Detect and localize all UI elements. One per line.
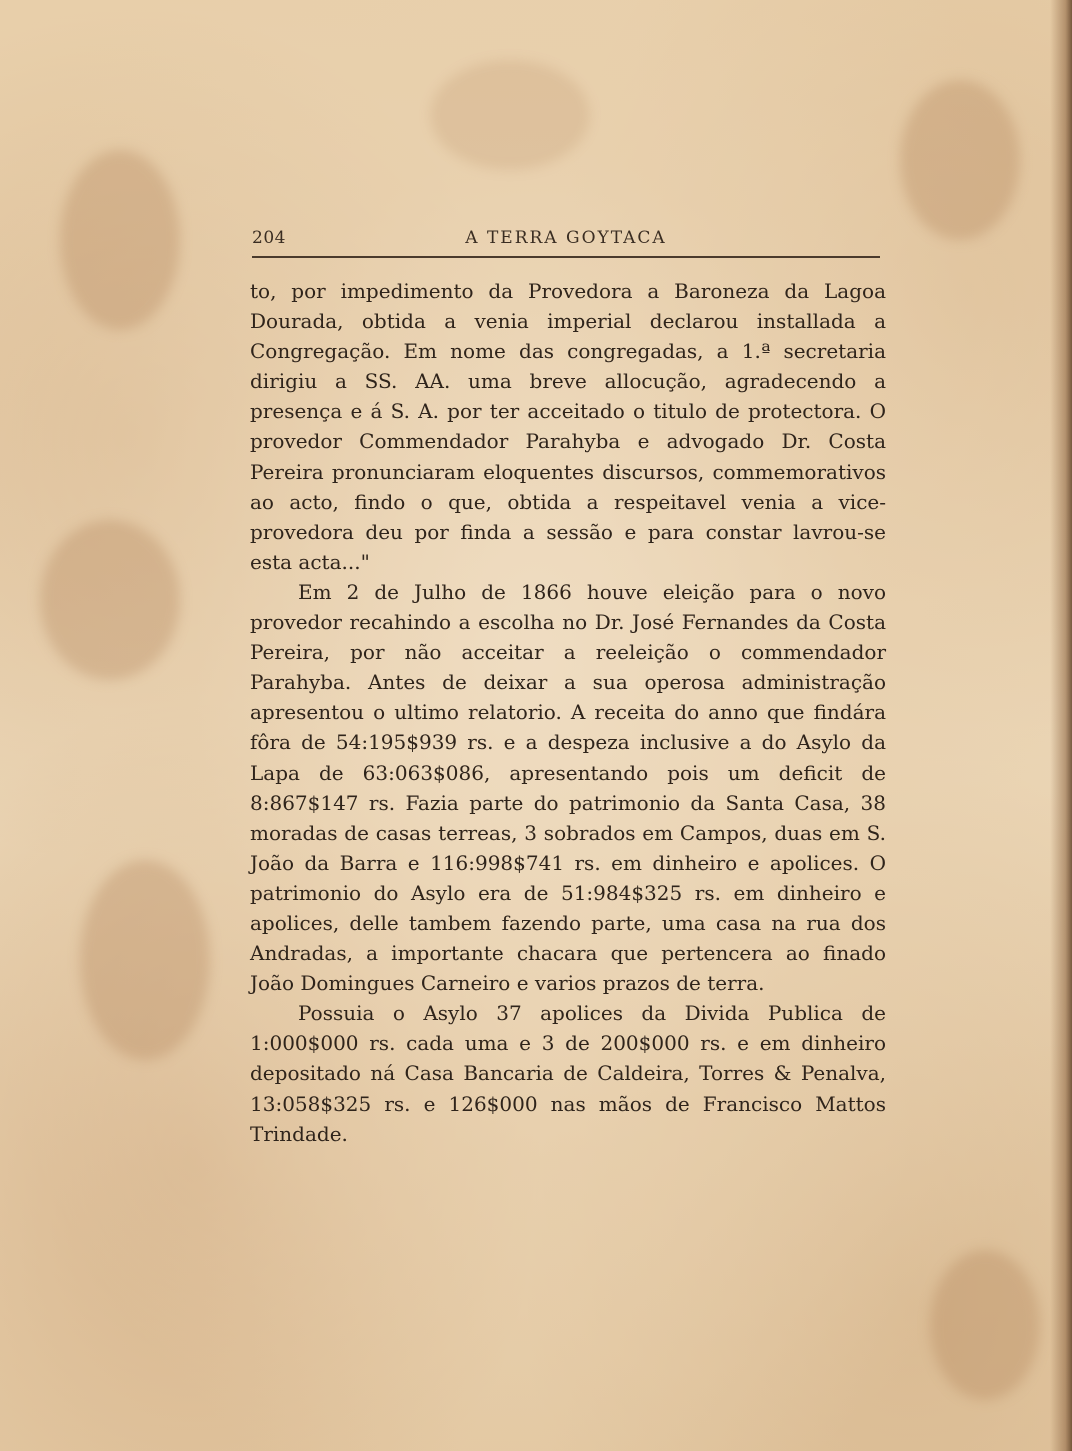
paragraph: Em 2 de Julho de 1866 houve eleição para o novo provedor recahindo a escolha no Dr. José Fernandes da Costa Pereira, por não acceitar a reeleição o commendador Parahyba. Antes de deixar a sua operosa administração apresentou o ultimo relatorio. A receita do anno que findára fôra de 54:195$939 rs. e a despeza inclusive a do Asylo da Lapa de 63:063$086, apresentando pois um deficit de 8:867$147 rs. Fazia parte do patrimonio da Santa Casa, 38 moradas de casas terreas, 3 sobrados em Campos, duas em S. João da Barra e 116:998$741 rs. em dinheiro e apolices. O patrimonio do Asylo era de 51:984$325 rs. em dinheiro e apolices, delle tambem fazendo parte, uma casa na rua dos Andradas, a importante chacara que pertencera ao finado João Domingues Carneiro e varios prazos de terra. xyxy=(250,579,886,996)
paragraph: Possuia o Asylo 37 apolices da Divida Publica de 1:000$000 rs. cada uma e 3 de 200$000 rs. e em dinheiro depositado ná Casa Bancaria de Caldeira, Torres & Penalva, 13:058$325 rs. e 126$000 nas mãos de Francisco Mattos Trindade. xyxy=(250,1001,886,1146)
age-stain xyxy=(40,520,180,680)
paragraph: to, por impedimento da Provedora a Baroneza da Lagoa Dourada, obtida a venia imperial declarou installada a Congregação. Em nome das congregadas, a 1.ª secretaria dirigiu a SS. AA. uma breve allocução, agradecendo a presença e á S. A. por ter acceitado o titulo de protectora. O provedor Commendador Parahyba e advogado Dr. Costa Pereira pronunciaram eloquentes discursos, commemorativos ao acto, findo o que, obtida a respeitavel venia a vice-provedora deu por finda a sessão e para constar lavrou-se esta acta..." xyxy=(250,279,886,574)
age-stain xyxy=(900,80,1020,240)
running-title: A TERRA GOYTACA xyxy=(465,228,667,248)
age-stain xyxy=(60,150,180,330)
body-text xyxy=(250,276,886,1149)
page-header xyxy=(252,226,880,258)
page-number: 204 xyxy=(252,228,286,248)
age-stain xyxy=(80,860,210,1060)
age-stain xyxy=(430,60,590,170)
page-edge-shadow xyxy=(1050,0,1072,1451)
age-stain xyxy=(930,1250,1040,1400)
